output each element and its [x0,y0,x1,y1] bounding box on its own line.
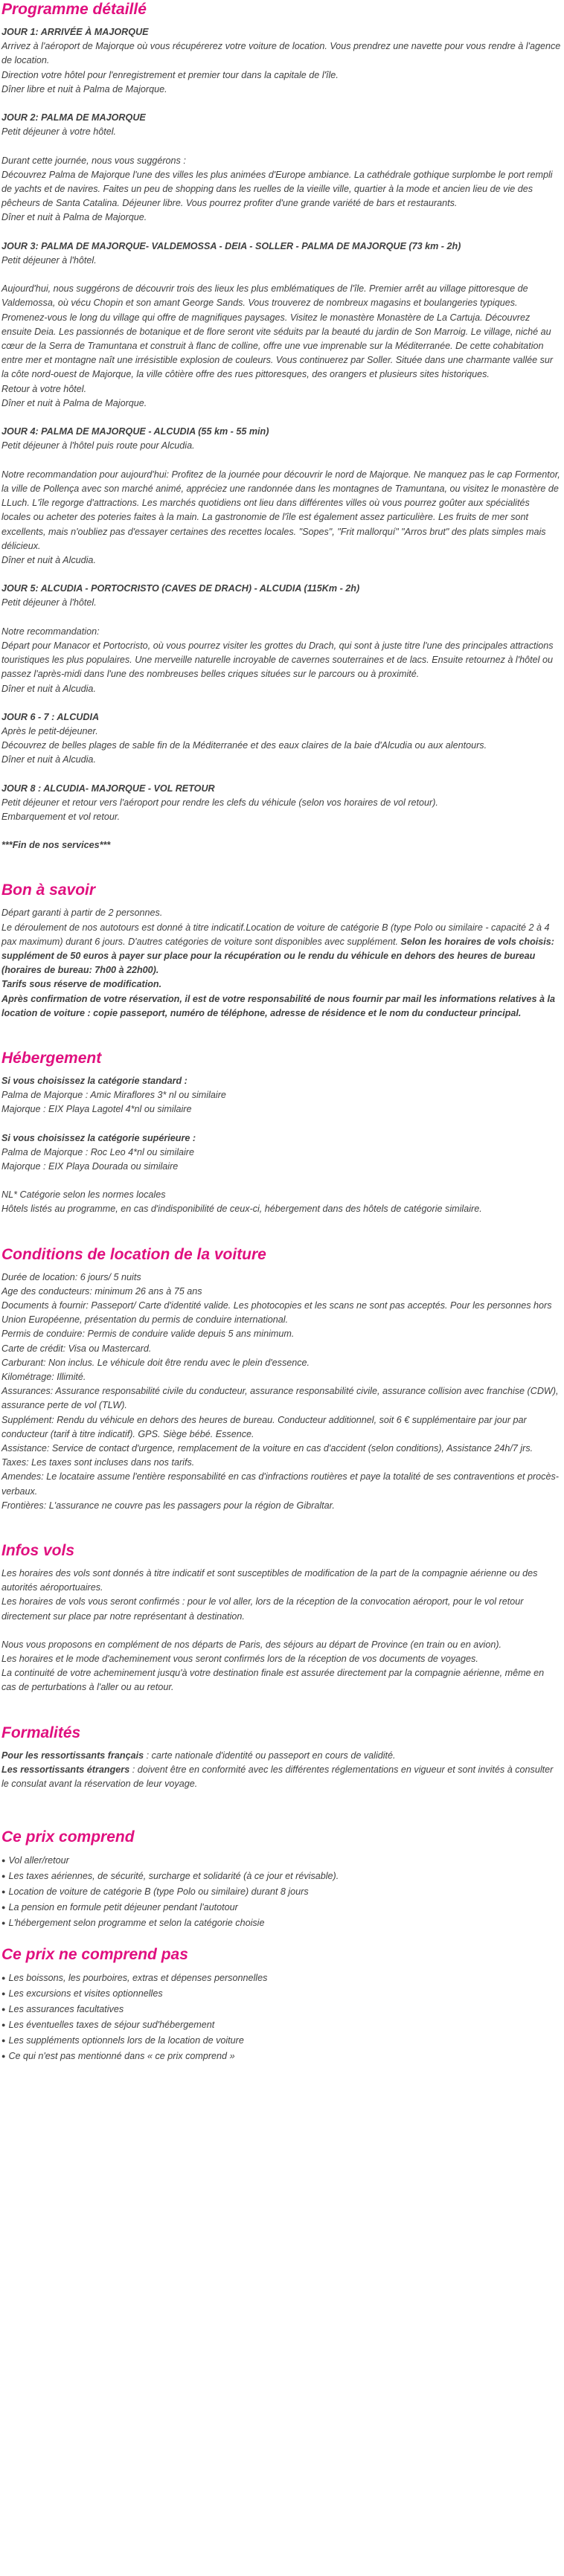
day-block [1,240,561,411]
formalites-francais: Pour les ressortissants français : carte nationale d'identité ou passeport en cours de validité. [1,1750,396,1761]
day-block [1,710,561,768]
day-text: Dîner libre et nuit à Palma de Majorque. [1,83,167,94]
day-text: Découvrez Palma de Majorque l'une des villes les plus animées d'Europe ambiance. La cathédrale gothique surplombe le port rempli de yachts et de navires. Faites un peu de shopping dans les ruelles de la vieille ville, quartier à la mode et ancien lieu de vie des pêcheurs de Santa Catalina. Déjeuner libre. Vous pourrez profiter d'une grande variété de bars et restaurants. [1,169,553,209]
bon-a-savoir-text [1,906,561,1021]
day-text: Petit déjeuner et retour vers l'aéroport pour rendre les clefs du véhicule (selon vos horaires de vol retour). [1,797,438,808]
prix-ne-comprend-item: ● Les excursions et visites optionnelles [1,1986,561,2002]
hebergement-superieure: Si vous choisissez la catégorie supérieure : Palma de Majorque : Roc Leo 4*nl ou similaire Majorque : EIX Playa Dourada ou similaire [1,1132,196,1172]
condition-line: Supplément: Rendu du véhicule en dehors des heures de bureau. Conducteur additionnel, soit 6 € supplémentaire par jour par conducteur (tarif à titre indicatif). GPS. Siège bébé. Essence. [1,1414,527,1439]
infos-vols-p2: Nous vous proposons en complément de nos départs de Paris, des séjours au départ de Province (en train ou en avion). Les horaires et le mode d'acheminement vous seront confirmés lors de la réception de vos documents de voyages. La continuité de votre acheminement jusqu'à votre destination finale est assurée directement par la compagnie aérienne, même en cas de perturbations à l'aller ou au retour. [1,1639,545,1693]
blank-line [1,611,561,625]
day-block [1,582,561,696]
programme-title: Programme détaillé [1,1,147,18]
prix-ne-comprend-item: ● Les boissons, les pourboires, extras et dépenses personnelles [1,1970,561,1986]
day-text: Arrivez à l'aéroport de Majorque où vous récupérerez votre voiture de location. Vous prendrez une navette pour vous rendre à l'agence de location. [1,41,561,66]
day-heading: JOUR 8 : ALCUDIA- MAJORQUE - VOL RETOUR [1,783,215,794]
prix-comprend-item: ● Vol aller/retour [1,1853,561,1869]
condition-line: Assistance: Service de contact d'urgence, remplacement de la voiture en cas d'accident (selon conditions), Assistance 24h/7 jrs. [1,1443,533,1454]
condition-line: Assurances: Assurance responsabilité civile du conducteur, assurance responsabilité civile, assurance collision avec franchise (CDW), assurance perte de vol (TLW). [1,1386,559,1411]
programme-section [1,0,561,852]
day-text: Découvrez de belles plages de sable fin de la Méditerranée et des eaux claires de la baie d'Alcudia ou aux alentours. [1,740,487,751]
day-text: Après le petit-déjeuner. [1,725,98,736]
day-text: Notre recommandation: [1,626,100,637]
condition-line: Carte de crédit: Visa ou Mastercard. [1,1343,152,1354]
prix-comprend-item: ● La pension en formule petit déjeuner pendant l'autotour [1,1900,561,1915]
formalites-section [1,1724,561,1792]
bon-a-savoir-p2: Le déroulement de nos autotours est donné à titre indicatif.Location de voiture de catégorie B (type Polo ou similaire - capacité 2 à 4 pax maximum) durant 6 jours. D'autres catégories de voiture sont disponibles avec supplément. Selon les horaires de vols choisis: supplément de 50 euros à payer sur place pour la récupération ou le rendu du véhicule en dehors des heures de bureau (horaires de bureau: 7h00 à 22h00). [1,922,554,976]
prix-comprend-section [1,1828,561,1931]
blank-line [1,268,561,282]
day-block [1,111,561,225]
bon-a-savoir-section [1,881,561,1021]
day-text: Aujourd'hui, nous suggérons de découvrir trois des lieux les plus emblématiques de l'île. Premier arrêt au village pittoresque de Valdemossa, où vécu Chopin et son amant George Sands. Vous trouverez de nombreux magasins et boulangeries typiques. Promenez-vous le long du village qui offre de magnifiques paysages. Visitez le monastère Monastère de La Cartuja. Découvrez ensuite Deia. Les passionnés de botanique et de flore seront vite séduits par la beauté du jardin de Son Marroig. Le village, niché au cœur de la Serra de Tramuntana et construit à flanc de colline, offre une vue imprenable sur la Méditerranée. De cette cohabitation entre mer et montagne naît une irrésistible explosion de couleurs. Vous continuerez par Soller. Située dans une charmante vallée sur la côte nord-ouest de Majorque, la ville côtière offre des rues pittoresques, des orangers et plusieurs sites historiques. [1,283,554,380]
hebergement-section [1,1049,561,1217]
formalites-text [1,1749,561,1792]
day-heading: JOUR 1: ARRIVÉE À MAJORQUE [1,27,149,37]
hebergement-title: Hébergement [1,1049,102,1067]
conditions-section [1,1245,561,1513]
day-heading: JOUR 6 - 7 : ALCUDIA [1,711,100,722]
day-text: Durant cette journée, nous vous suggérons : [1,155,186,166]
condition-line: Amendes: Le locataire assume l'entière responsabilité en cas d'infractions routières et paye la totalité de ses contraventions et procès-verbaux. [1,1471,559,1497]
infos-vols-title: Infos vols [1,1542,75,1560]
prix-comprend-item: ● Les taxes aériennes, de sécurité, surcharge et solidarité (à ce jour et révisable). [1,1869,561,1884]
condition-line: Carburant: Non inclus. Le véhicule doit être rendu avec le plein d'essence. [1,1357,310,1368]
prix-comprend-item: ● L'hébergement selon programme et selon la catégorie choisie [1,1915,561,1931]
infos-vols-section [1,1541,561,1695]
day-heading: JOUR 4: PALMA DE MAJORQUE - ALCUDIA (55 km - 55 min) [1,426,269,437]
bon-a-savoir-p4: Après confirmation de votre réservation, il est de votre responsabilité de nous fournir par mail les informations relatives à la location de voiture : copie passeport, numéro de téléphone, adresse de résidence et le nom du conducteur principal. [1,993,555,1018]
condition-line: Age des conducteurs: minimum 26 ans à 75 ans [1,1285,202,1297]
day-text: Dîner et nuit à Alcudia. [1,554,96,565]
day-heading: JOUR 2: PALMA DE MAJORQUE [1,112,146,123]
day-text: Dîner et nuit à Alcudia. [1,754,96,765]
prix-ne-comprend-title: Ce prix ne comprend pas [1,1946,188,1964]
day-text: Dîner et nuit à Alcudia. [1,683,96,694]
blank-line [1,139,561,153]
prix-ne-comprend-list [1,1970,561,2064]
day-text: Embarquement et vol retour. [1,811,121,822]
hebergement-note: NL* Catégorie selon les normes locales Hôtels listés au programme, en cas d'indisponibilité de ceux-ci, hébergement dans des hôtels de catégorie similaire. [1,1189,482,1215]
prix-ne-comprend-item: ● Les suppléments optionnels lors de la location de voiture [1,2033,561,2049]
condition-line: Durée de location: 6 jours/ 5 nuits [1,1271,141,1282]
bon-a-savoir-title: Bon à savoir [1,881,96,899]
condition-line: Frontières: L'assurance ne couvre pas les passagers pour la région de Gibraltar. [1,1500,335,1511]
day-heading: JOUR 5: ALCUDIA - PORTOCRISTO (CAVES DE DRACH) - ALCUDIA (115Km - 2h) [1,583,360,594]
day-heading: JOUR 3: PALMA DE MAJORQUE- VALDEMOSSA - DEIA - SOLLER - PALMA DE MAJORQUE (73 km - 2h) [1,240,461,251]
day-block [1,425,561,568]
conditions-list [1,1271,561,1513]
bon-a-savoir-p1: Départ garanti à partir de 2 personnes. [1,908,163,919]
programme-end: ***Fin de nos services*** [1,840,111,851]
bon-a-savoir-p3: Tarifs sous réserve de modification. [1,979,162,990]
day-text: Direction votre hôtel pour l'enregistrement et premier tour dans la capitale de l'île. [1,69,339,80]
prix-ne-comprend-item: ● Les assurances facultatives [1,2002,561,2017]
condition-line: Kilométrage: Illimité. [1,1372,86,1383]
condition-line: Documents à fournir: Passeport/ Carte d'identité valide. Les photocopies et les scans ne sont pas acceptés. Pour les personnes hors Union Européenne, présentation du permis de conduire international. [1,1300,552,1326]
hebergement-standard: Si vous choisissez la catégorie standard : Palma de Majorque : Amic Miraflores 3* nl ou similaire Majorque : EIX Playa Lagotel 4*nl ou similaire [1,1075,226,1115]
day-text: Petit déjeuner à l'hôtel puis route pour Alcudia. [1,440,195,452]
day-text: Départ pour Manacor et Portocristo, où vous pourrez visiter les grottes du Drach, qui sont à juste titre l'une des principales attractions touristiques les plus populaires. Une merveille naturelle incroyable de cavernes souterraines et de lacs. Ensuite retournez à l'hôtel ou passez l'après-midi dans l'une des nombreuses belles criques situées sur le parcours ou à proximité. [1,640,554,680]
day-text: Dîner et nuit à Palma de Majorque. [1,212,147,223]
day-text: Petit déjeuner à votre hôtel. [1,126,117,138]
formalites-etrangers: Les ressortissants étrangers : doivent être en conformité avec les différentes réglementations en vigueur et sont invités à consulter le consulat avant la réservation de leur voyage. [1,1764,554,1790]
day-block [1,25,561,97]
conditions-title: Conditions de location de la voiture [1,1245,266,1263]
prix-comprend-title: Ce prix comprend [1,1828,135,1846]
prix-comprend-item: ● Location de voiture de catégorie B (type Polo ou similaire) durant 8 jours [1,1884,561,1900]
day-block [1,782,561,825]
condition-line: Taxes: Les taxes sont incluses dans nos tarifs. [1,1457,195,1468]
prix-ne-comprend-item: ● Les éventuelles taxes de séjour sud'hébergement [1,2017,561,2033]
condition-line: Permis de conduire: Permis de conduire valide depuis 5 ans minimum. [1,1329,295,1340]
day-text: Retour à votre hôtel. [1,383,87,394]
day-text: Petit déjeuner à l'hôtel. [1,254,97,266]
day-text: Dîner et nuit à Palma de Majorque. [1,397,147,408]
prix-ne-comprend-section [1,1945,561,2064]
programme-days [1,25,561,824]
prix-ne-comprend-item: ● Ce qui n'est pas mentionné dans « ce prix comprend » [1,2049,561,2064]
infos-vols-p1: Les horaires des vols sont donnés à titre indicatif et sont susceptibles de modification de la part de la compagnie aérienne ou des autorités aéroportuaires. Les horaires de vols vous seront confirmés : pour le vol aller, lors de la réception de la convocation aéroport, pour le vol retour directement sur place par notre représentant à destination. [1,1568,538,1622]
day-text: Petit déjeuner à l'hôtel. [1,597,97,608]
prix-comprend-list [1,1853,561,1931]
day-text: Notre recommandation pour aujourd'hui: Profitez de la journée pour découvrir le nord de Majorque. Ne manquez pas le cap Formentor, la ville de Pollença avec son marché animé, appréciez une randonnée dans les montagnes de Tramuntana, ou visitez le monastère de LLuch. L'île regorge d'attractions. Les marchés quotidiens ont lieu dans différentes villes où vous pourrez goûter aux spécialités locales ou acheter des poteries faites à la main. La gastronomie de l'île est également assez particulière. Les fruits de mer sont excellents, mais n'oubliez pas d'essayer certaines des recettes locales. "Sopes", "Frit mallorquí" "Arros brut" des plats simples mais délicieux. [1,469,560,551]
formalites-title: Formalités [1,1724,81,1741]
blank-line [1,453,561,467]
